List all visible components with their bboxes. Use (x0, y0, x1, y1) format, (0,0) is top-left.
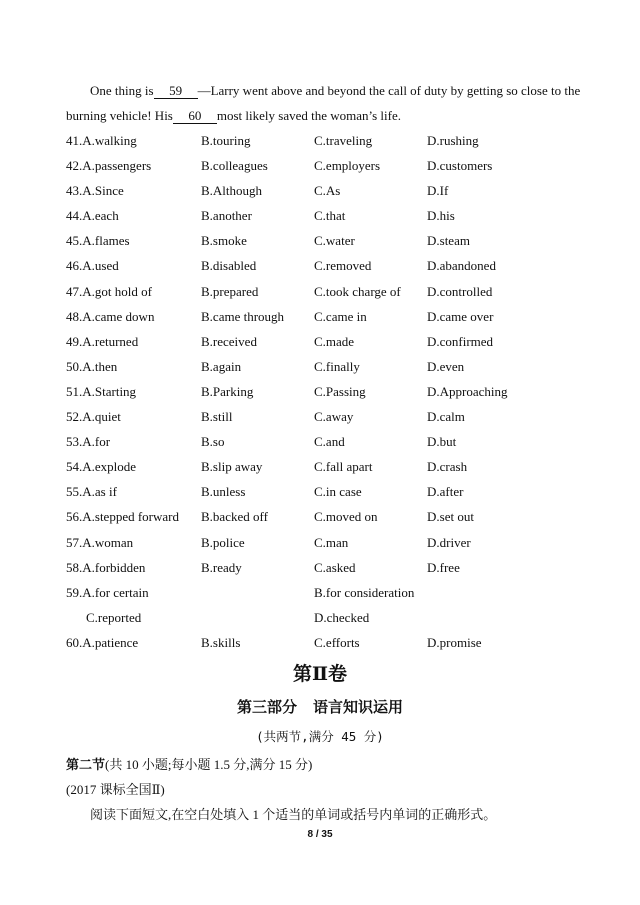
option-b: B.for consideration (314, 584, 415, 600)
option-c: C.Passing (314, 383, 366, 399)
option-a: 53.A.for (66, 434, 111, 450)
option-b: B.ready (201, 559, 242, 575)
option-b: B.Although (201, 183, 263, 199)
option-d: D.abandoned (427, 258, 496, 274)
option-d: D.customers (427, 158, 493, 174)
option-d: D.calm (427, 409, 465, 425)
section-scoring: (共 10 小题;每小题 1.5 分,满分 15 分) (105, 757, 313, 772)
option-c: C.man (314, 534, 349, 550)
option-d: D.set out (427, 509, 474, 525)
option-a: 58.A.forbidden (66, 559, 146, 575)
option-d: D.If (427, 183, 449, 199)
option-d: D.Approaching (427, 383, 508, 399)
option-d: D.his (427, 208, 455, 224)
option-row-41 (66, 128, 586, 153)
option-a: 59.A.for certain (66, 584, 149, 600)
option-row-55 (66, 479, 586, 504)
passage-line-1 (66, 78, 586, 103)
option-b: B.unless (201, 484, 246, 500)
option-a: 43.A.Since (66, 183, 124, 199)
option-b: B.smoke (201, 233, 247, 249)
option-row-52 (66, 404, 586, 429)
option-row-59-cont (66, 605, 586, 630)
passage-text-fragment: most likely saved the woman’s life. (216, 108, 402, 123)
option-c: C.employers (314, 158, 381, 174)
part-title-number: 第三部分 (236, 700, 297, 716)
option-b: B.disabled (201, 258, 257, 274)
option-a: 50.A.then (66, 358, 118, 374)
option-c: C.efforts (314, 634, 360, 650)
option-row-51 (66, 379, 586, 404)
blank-60: 60 (173, 109, 217, 124)
option-row-58 (66, 555, 586, 580)
option-row-54 (66, 454, 586, 479)
option-a: 44.A.each (66, 208, 119, 224)
option-row-43 (66, 178, 586, 203)
option-d: D.rushing (427, 133, 479, 148)
option-row-44 (66, 203, 586, 228)
option-row-48 (66, 304, 586, 329)
section-heading (66, 754, 312, 773)
option-b: B.skills (201, 634, 241, 650)
passage-text-fragment: One thing is (90, 83, 154, 98)
option-c: C.finally (314, 358, 360, 374)
option-row-47 (66, 279, 586, 304)
option-b: B.so (201, 434, 225, 450)
option-a: 57.A.woman (66, 534, 134, 550)
option-c: C.came in (314, 308, 367, 324)
option-c: C.made (314, 333, 355, 349)
option-c: C.took charge of (314, 283, 401, 299)
option-d: D.even (427, 358, 465, 374)
passage-text-fragment: burning vehicle! His (66, 108, 173, 123)
option-d: D.after (427, 484, 464, 500)
blank-59: 59 (154, 84, 198, 99)
option-a: 41.A.walking (66, 133, 137, 148)
passage-text (66, 78, 586, 128)
option-d: D.but (427, 434, 457, 450)
option-a: 42.A.passengers (66, 158, 152, 174)
option-row-50 (66, 354, 586, 379)
source-note: (2017 课标全国Ⅱ) (66, 782, 165, 797)
option-row-49 (66, 329, 586, 354)
option-a: 49.A.returned (66, 333, 139, 349)
option-c: C.removed (314, 258, 372, 274)
option-row-53 (66, 429, 586, 454)
section-label: 第二节 (66, 757, 106, 772)
volume-title: 第Ⅱ卷 (292, 664, 347, 685)
option-b: B.touring (201, 133, 251, 148)
part-subtitle: (共两节,满分 45 分) (256, 729, 384, 744)
option-c: C.moved on (314, 509, 378, 525)
option-row-42 (66, 153, 586, 178)
option-a: 56.A.stepped forward (66, 509, 179, 525)
option-c: C.reported (86, 609, 142, 625)
option-c: C.away (314, 409, 354, 425)
option-d: D.controlled (427, 283, 493, 299)
option-d: D.confirmed (427, 333, 494, 349)
option-a: 60.A.patience (66, 634, 139, 650)
answer-options (66, 128, 586, 655)
option-c: C.that (314, 208, 346, 224)
option-b: B.another (201, 208, 252, 224)
option-d: D.free (427, 559, 460, 575)
option-d: D.checked (314, 609, 370, 625)
option-d: D.promise (427, 634, 482, 650)
option-a: 54.A.explode (66, 459, 137, 475)
part-title-name: 语言知识运用 (313, 700, 404, 716)
instruction-text: 阅读下面短文,在空白处填入 1 个适当的单词或括号内单词的正确形式。 (90, 807, 497, 822)
option-b: B.again (201, 358, 242, 374)
option-b: B.still (201, 409, 233, 425)
option-b: B.prepared (201, 283, 259, 299)
option-b: B.colleagues (201, 158, 268, 174)
option-c: C.and (314, 434, 345, 450)
option-a: 52.A.quiet (66, 409, 121, 425)
option-row-45 (66, 228, 586, 253)
part-title (0, 696, 640, 717)
option-b: B.police (201, 534, 245, 550)
option-b: B.came through (201, 308, 285, 324)
option-row-57 (66, 530, 586, 555)
option-c: C.traveling (314, 133, 373, 148)
option-row-46 (66, 253, 586, 278)
option-d: D.crash (427, 459, 468, 475)
option-b: B.backed off (201, 509, 268, 525)
option-a: 55.A.as if (66, 484, 117, 500)
passage-text-fragment: —Larry went above and beyond the call of duty by getting so close to the (197, 83, 581, 98)
option-a: 51.A.Starting (66, 383, 137, 399)
option-d: D.driver (427, 534, 471, 550)
option-row-60 (66, 630, 586, 655)
option-c: C.asked (314, 559, 356, 575)
option-b: B.Parking (201, 383, 254, 399)
option-a: 48.A.came down (66, 308, 155, 324)
option-a: 47.A.got hold of (66, 283, 152, 299)
option-c: C.water (314, 233, 355, 249)
option-a: 45.A.flames (66, 233, 130, 249)
option-b: B.slip away (201, 459, 263, 475)
option-a: 46.A.used (66, 258, 119, 274)
passage-line-2 (66, 103, 586, 128)
option-b: B.received (201, 333, 257, 349)
option-row-56 (66, 504, 586, 529)
option-c: C.fall apart (314, 459, 373, 475)
page-number: 8 / 35 (307, 829, 333, 840)
option-c: C.As (314, 183, 341, 199)
option-row-59 (66, 580, 586, 605)
option-c: C.in case (314, 484, 362, 500)
option-d: D.came over (427, 308, 494, 324)
option-d: D.steam (427, 233, 470, 249)
